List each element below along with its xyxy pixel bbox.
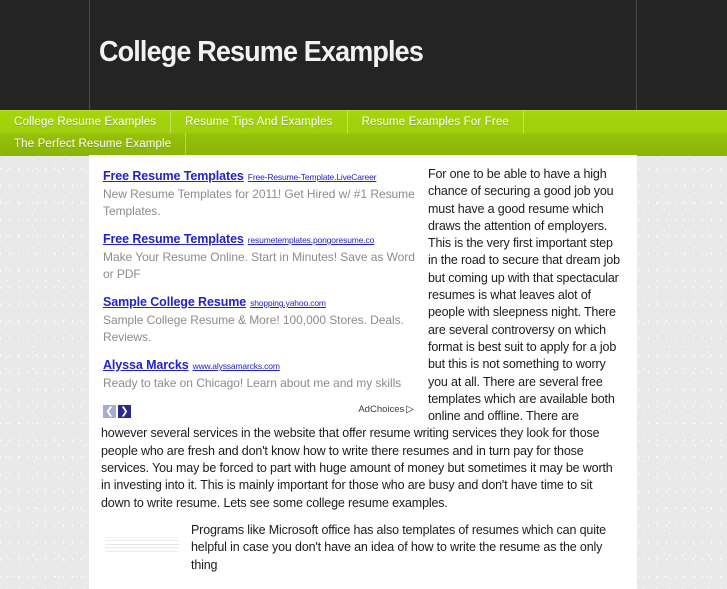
ad-description: Ready to take on Chicago! Learn about me and my skills — [103, 376, 402, 390]
adchoices-label: AdChoices — [358, 403, 405, 415]
nav-link-the-perfect-resume-example[interactable]: The Perfect Resume Example — [0, 133, 186, 155]
ad-title-link[interactable]: Free Resume Templates — [103, 232, 244, 246]
header-left-rule — [89, 0, 90, 110]
ad-description: Make Your Resume Online. Start in Minutes! Save as Word or PDF — [103, 250, 415, 281]
ad-title-link[interactable]: Sample College Resume — [103, 295, 247, 309]
ad-item[interactable] — [103, 167, 418, 219]
nav-item-college-resume-examples[interactable] — [0, 111, 171, 133]
adchoices-triangle-icon: ▷ — [406, 403, 414, 415]
page-title: College Resume Examples — [99, 36, 424, 68]
main-navigation — [0, 110, 727, 156]
ad-item[interactable] — [103, 230, 418, 282]
resume-template-thumbnail-image — [105, 531, 179, 585]
nav-link-resume-examples-for-free[interactable]: Resume Examples For Free — [348, 111, 524, 133]
nav-item-resume-tips-and-examples[interactable] — [171, 111, 347, 133]
adchoices-link[interactable] — [358, 404, 414, 415]
ad-item[interactable] — [103, 356, 418, 392]
chevron-right-icon[interactable]: ❯ — [118, 405, 131, 418]
chevron-left-icon[interactable]: ❮ — [103, 405, 116, 418]
article-paragraph-2: Programs like Microsoft office has also templates of resumes which can quite helpful in case you don't have an idea of how to write the resume as the only thing — [191, 522, 606, 572]
figure-row — [101, 522, 625, 589]
nav-item-resume-examples-for-free[interactable] — [348, 111, 524, 133]
advertisement-block — [103, 167, 418, 419]
ad-description: New Resume Templates for 2011! Get Hired w/ #1 Resume Templates. — [103, 187, 415, 218]
ad-title-link[interactable]: Alyssa Marcks — [103, 358, 189, 372]
ad-url-link[interactable]: resumetemplates.pongoresume.co — [247, 235, 375, 245]
ad-footer — [103, 403, 418, 419]
article-paragraph-1: For one to be able to have a high chance of securing a good job you must have a good resume which draws the attention of employers. This is the very first important step in the road to secure that dream job but coming up with that spectacular resumes is what leaves alot of people with sleepness night. There are several controversy on which format is best suit to apply for a job but this is not something to worry you at all. There are several free templates which are available both online and offline. There are however several services in the website that offer resume writing services they look for those people who are fresh and don't know how to write there resumes and in turn pay for those services. You may be forced to part with huge amount of money but sometimes it may be worth in investing into it. This is mainly important for those who are busy and don't have time to sit down to write resume. Lets see some college resume examples. — [101, 167, 620, 510]
ad-item[interactable] — [103, 293, 418, 345]
ad-description: Sample College Resume & More! 100,000 Stores. Deals. Reviews. — [103, 313, 404, 344]
header-right-rule — [636, 0, 637, 110]
ad-title-link[interactable]: Free Resume Templates — [103, 169, 244, 183]
ad-url-link[interactable]: Free-Resume-Template.LiveCareer — [247, 172, 377, 182]
content-area — [89, 155, 637, 589]
nav-link-college-resume-examples[interactable]: College Resume Examples — [0, 111, 171, 133]
site-header — [0, 0, 727, 110]
ad-url-link[interactable]: www.alyssamarcks.com — [192, 361, 280, 371]
nav-link-resume-tips-and-examples[interactable]: Resume Tips And Examples — [171, 111, 347, 133]
nav-item-the-perfect-resume-example[interactable] — [0, 133, 186, 155]
ad-url-link[interactable]: shopping.yahoo.com — [250, 298, 326, 308]
